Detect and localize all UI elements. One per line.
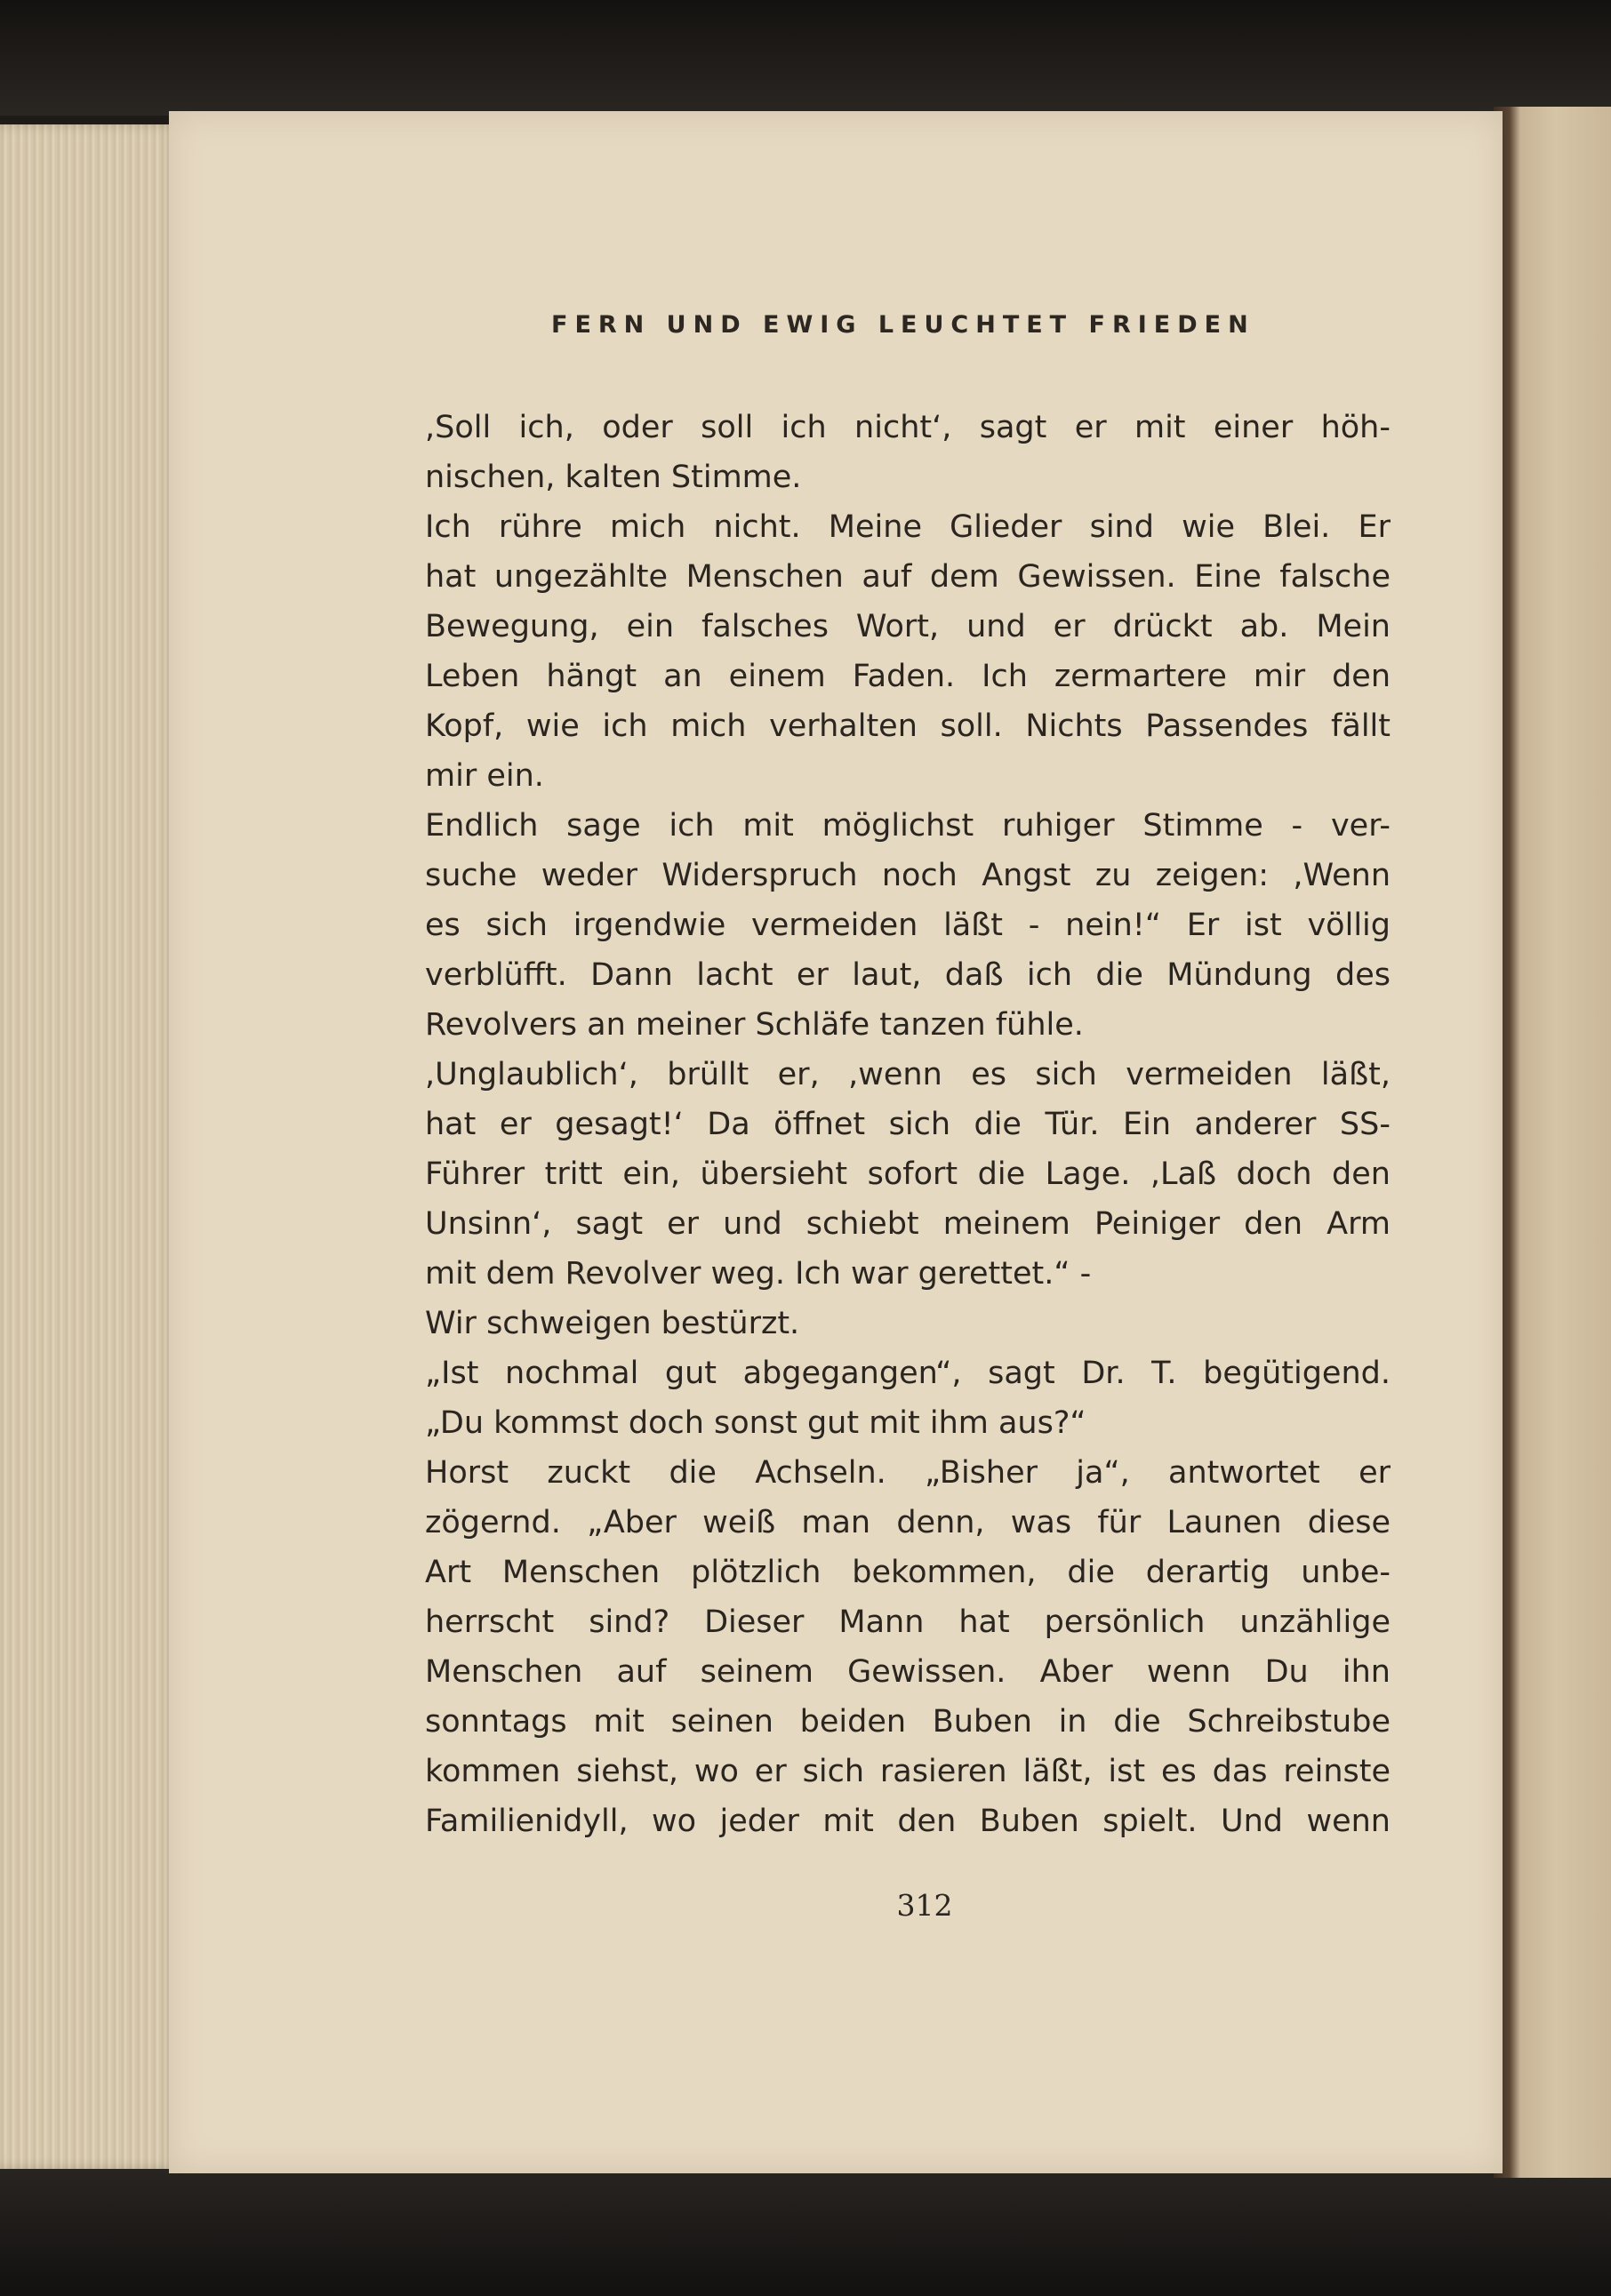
text-line: Ich rühre mich nicht. Meine Glieder sind wie Blei. Er	[425, 509, 1391, 545]
scan-background-bottom	[0, 2160, 1611, 2296]
body-text	[425, 403, 1391, 1846]
text-line: hat ungezählte Menschen auf dem Gewissen. Eine falsche	[425, 559, 1391, 595]
book-page-edges	[0, 124, 178, 2169]
text-line: Menschen auf seinem Gewissen. Aber wenn Du ihn	[425, 1654, 1391, 1690]
text-line: Endlich sage ich mit möglichst ruhiger Stimme - ver-	[425, 808, 1391, 844]
text-line: „Ist nochmal gut abgegangen“, sagt Dr. T. begütigend.	[425, 1356, 1391, 1391]
text-line: Art Menschen plötzlich bekommen, die derartig unbe-	[425, 1555, 1391, 1590]
text-line: hat er gesagt!‘ Da öffnet sich die Tür. Ein anderer SS-	[425, 1107, 1391, 1142]
text-line: „Du kommst doch sonst gut mit ihm aus?“	[425, 1405, 1086, 1441]
text-line: zögernd. „Aber weiß man denn, was für Launen diese	[425, 1505, 1391, 1540]
text-line: mit dem Revolver weg. Ich war gerettet.“ -	[425, 1256, 1092, 1292]
text-line: verblüfft. Dann lacht er laut, daß ich die Mündung des	[425, 957, 1391, 993]
text-line: Leben hängt an einem Faden. Ich zermartere mir den	[425, 659, 1391, 694]
text-line: Kopf, wie ich mich verhalten soll. Nichts Passendes fällt	[425, 708, 1391, 744]
text-line: mir ein.	[425, 758, 544, 794]
facing-page-edge	[1494, 107, 1611, 2178]
text-line: Familienidyll, wo jeder mit den Buben spielt. Und wenn	[425, 1804, 1391, 1839]
text-line: sonntags mit seinen beiden Buben in die Schreibstube	[425, 1704, 1391, 1740]
text-line: Unsinn‘, sagt er und schiebt meinem Peiniger den Arm	[425, 1206, 1391, 1242]
text-line: Führer tritt ein, übersieht sofort die Lage. ,Laß doch den	[425, 1156, 1391, 1192]
text-line: Bewegung, ein falsches Wort, und er drückt ab. Mein	[425, 609, 1391, 644]
scan-background-top	[0, 0, 1611, 116]
text-line: suche weder Widerspruch noch Angst zu zeigen: ,Wenn	[425, 858, 1391, 893]
text-line: herrscht sind? Dieser Mann hat persönlich unzählige	[425, 1604, 1391, 1640]
text-line: ,Unglaublich‘, brüllt er, ,wenn es sich vermeiden läßt,	[425, 1057, 1391, 1092]
text-line: kommen siehst, wo er sich rasieren läßt, ist es das reinste	[425, 1754, 1391, 1789]
page-number: 312	[896, 1888, 953, 1923]
text-line: Wir schweigen bestürzt.	[425, 1306, 800, 1341]
text-line: Horst zuckt die Achseln. „Bisher ja“, antwortet er	[425, 1455, 1391, 1491]
text-line: nischen, kalten Stimme.	[425, 460, 802, 495]
text-line: es sich irgendwie vermeiden läßt - nein!“ Er ist völlig	[425, 908, 1391, 943]
text-line: Revolvers an meiner Schläfe tanzen fühle.	[425, 1007, 1084, 1043]
running-head: FERN UND EWIG LEUCHTET FRIEDEN	[551, 311, 1255, 339]
text-line: ,Soll ich, oder soll ich nicht‘, sagt er mit einer höh-	[425, 410, 1391, 445]
